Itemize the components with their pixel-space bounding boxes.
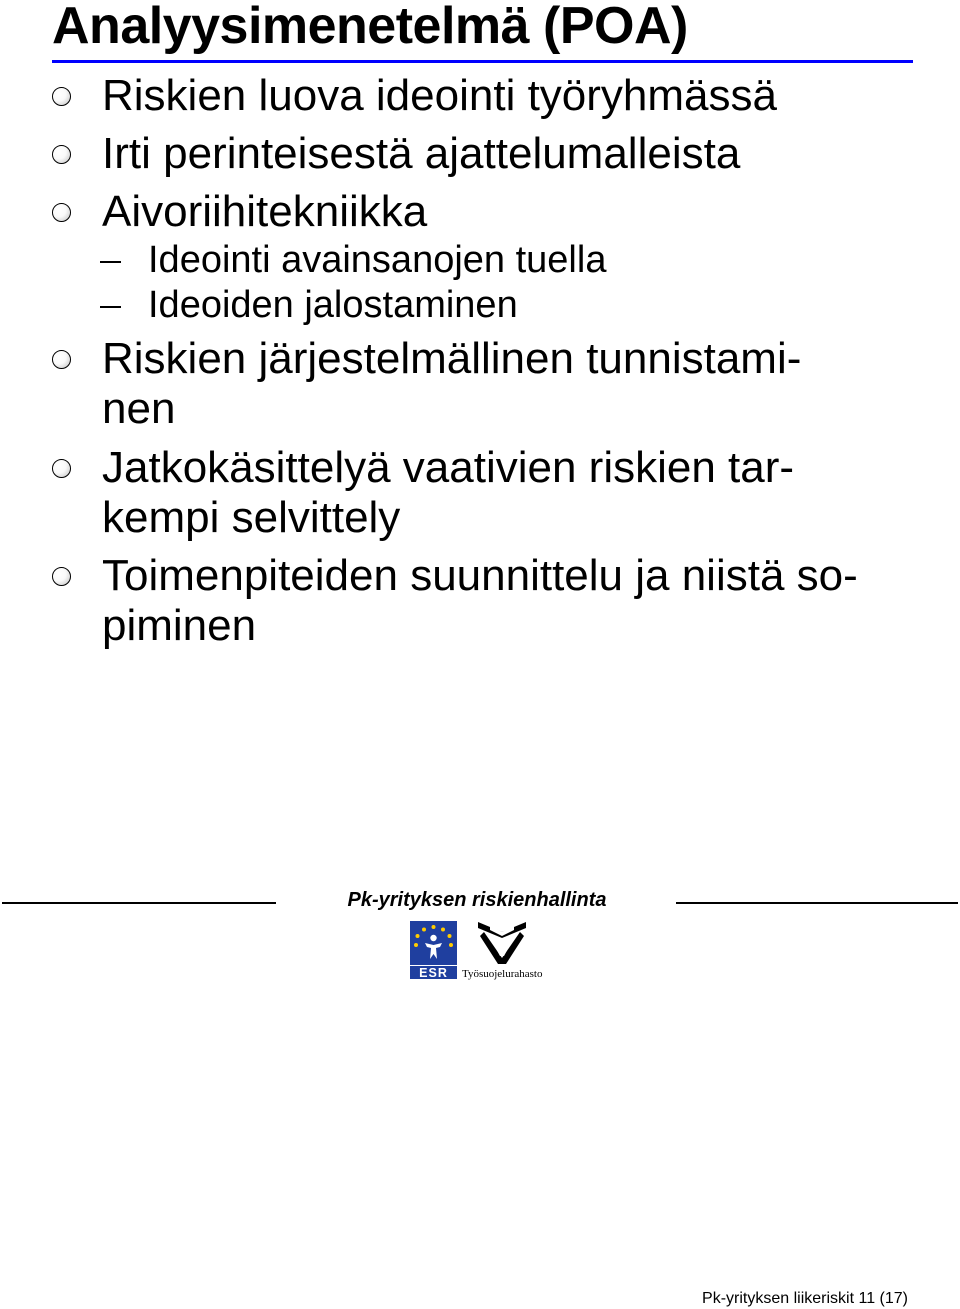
circle-bullet-icon	[52, 350, 71, 369]
bullet-item	[102, 187, 902, 237]
bullet-item	[102, 443, 902, 543]
slide-title: Analyysimenetelmä (POA)	[52, 0, 688, 55]
bullet-line: Jatkokäsittelyä vaativien riskien tar-	[102, 443, 795, 492]
bullet-line: Riskien järjestelmällinen tunnistami-	[102, 334, 802, 383]
bullet-line: piminen	[102, 601, 257, 650]
dash-icon	[100, 306, 121, 308]
esr-logo-text: ESR	[419, 966, 448, 979]
sub-bullet-item: Ideointi avainsanojen tuella	[148, 239, 607, 281]
page-footer-label: Pk-yrityksen liikeriskit 11 (17)	[702, 1290, 908, 1307]
bullet-item	[102, 551, 902, 651]
tsr-logo-text: Työsuojelurahasto	[462, 968, 543, 980]
sub-bullet-item: Ideoiden jalostaminen	[148, 284, 518, 326]
bullet-item	[102, 334, 902, 434]
bullet-item	[102, 71, 902, 121]
bullet-line: nen	[102, 384, 176, 433]
bullet-line: Irti perinteisestä ajattelumalleista	[102, 129, 741, 178]
bullet-line: Toimenpiteiden suunnittelu ja niistä so-	[102, 551, 858, 600]
footer-banner-title: Pk-yrityksen riskienhallinta	[347, 889, 607, 911]
dash-icon	[100, 261, 121, 263]
bullet-line: Riskien luova ideointi työryhmässä	[102, 71, 777, 120]
esr-logo-icon	[410, 921, 457, 979]
circle-bullet-icon	[52, 459, 71, 478]
circle-bullet-icon	[52, 145, 71, 164]
circle-bullet-icon	[52, 567, 71, 586]
bullet-item	[102, 129, 902, 179]
title-underline	[52, 60, 913, 63]
circle-bullet-icon	[52, 203, 71, 222]
bullet-line: kempi selvittely	[102, 493, 401, 542]
bullet-line: Aivoriihitekniikka	[102, 187, 428, 236]
footer-rule-right	[676, 902, 958, 904]
circle-bullet-icon	[52, 87, 71, 106]
